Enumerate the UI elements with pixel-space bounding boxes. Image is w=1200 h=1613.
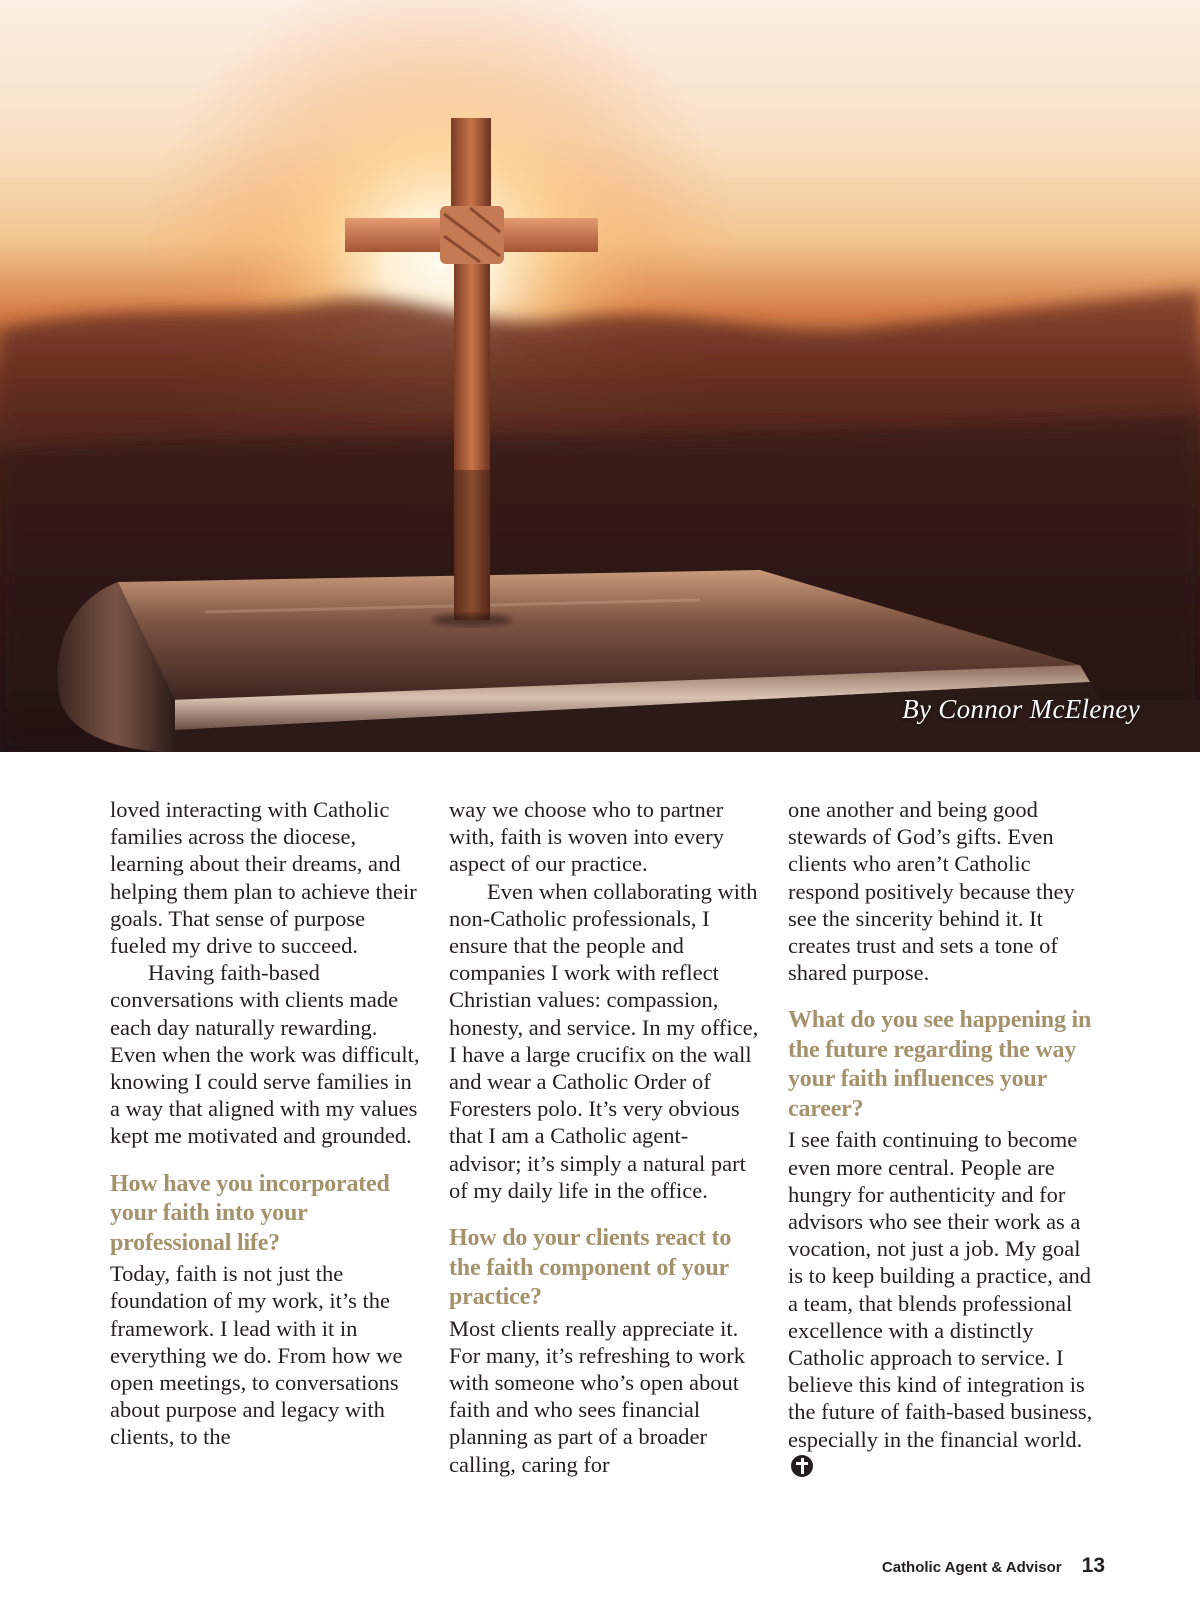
paragraph: one another and being good stewards of God’s gifts. Even clients who aren’t Catholic respond positively because they see the sincerity behind it. It creates trust and sets a tone of shared purpose. xyxy=(788,797,1075,986)
page-footer xyxy=(882,1554,1105,1578)
article-column-3 xyxy=(788,796,1098,1480)
cross-end-mark-icon xyxy=(791,1455,813,1477)
question-heading: How have you incorporated your faith into your professional life? xyxy=(110,1170,390,1256)
paragraph-text: I see faith continuing to become even more central. People are hungry for authenticity and for advisors who see their work as a vocation, not just a job. My goal is to keep building a practice, and a team, that blends professional excellence with a distinctly Catholic approach to service. I believe this kind of integration is the future of faith-based business, especially in the financial world. xyxy=(788,1127,1093,1452)
publication-name: Catholic Agent & Advisor xyxy=(881,1559,1062,1576)
paragraph: Today, faith is not just the foundation of my work, it’s the framework. I lead with it in everything we do. From how we open meetings, to conversations about purpose and legacy with clients, to the xyxy=(110,1261,403,1450)
paragraph: Having faith-based conversations with clients made each day naturally rewarding. Even when the work was difficult, knowing I could serve families in a way that aligned with my values kept me motivated and grounded. xyxy=(110,960,420,1149)
paragraph: way we choose who to partner with, faith is woven into every aspect of our practice. xyxy=(449,797,724,877)
article-column-2 xyxy=(449,796,759,1478)
paragraph: loved interacting with Catholic families across the diocese, learning about their dreams, and helping them plan to achieve their goals. That sense of purpose fueled my drive to succeed. xyxy=(110,797,417,959)
final-paragraph xyxy=(788,1126,1098,1480)
question-heading: How do your clients react to the faith component of your practice? xyxy=(449,1225,732,1311)
hero-photo xyxy=(0,0,1200,752)
paragraph: Most clients really appreciate it. For many, it’s refreshing to work with someone who’s open about faith and who sees financial planning as part of a broader calling, caring for xyxy=(449,1315,745,1477)
byline: By Connor McEleney xyxy=(902,694,1140,724)
question-heading: What do you see happening in the future regarding the way your faith influences your career? xyxy=(788,1007,1092,1122)
paragraph: Even when collaborating with non-Catholic professionals, I ensure that the people and companies I work with reflect Christian values: compassion, honesty, and service. In my office, I have a large crucifix on the wall and wear a Catholic Order of Foresters polo. It’s very obvious that I am a Catholic agent-advisor; it’s simply a natural part of my daily life in the office. xyxy=(449,878,759,1203)
article-column-1 xyxy=(110,796,420,1451)
page-number: 13 xyxy=(1081,1554,1105,1577)
